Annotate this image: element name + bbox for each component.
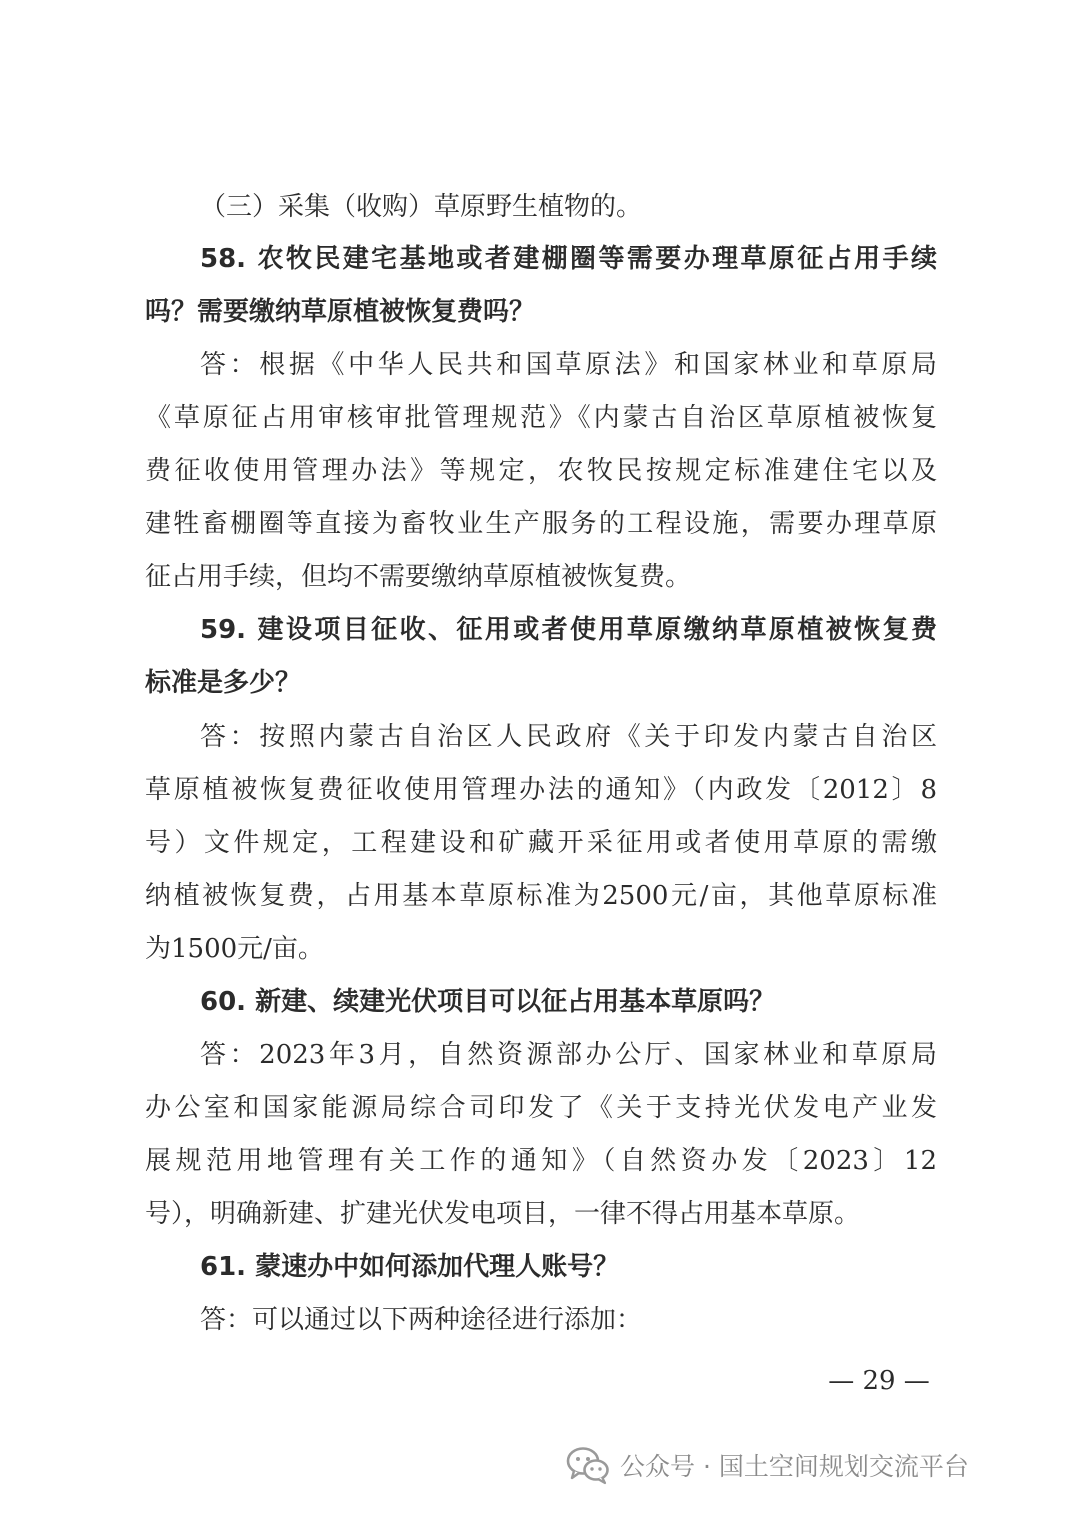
answer-line: 号）文件规定，工程建设和矿藏开采征用或者使用草原的需缴	[145, 828, 937, 858]
answer-line: 征占用手续，但均不需要缴纳草原植被恢复费。	[145, 562, 692, 592]
answer-line: 建牲畜棚圈等直接为畜牧业生产服务的工程设施，需要办理草原	[145, 509, 937, 539]
watermark-text: 公众号 · 国土空间规划交流平台	[620, 1452, 969, 1481]
answer-line: 为1500元/亩。	[145, 934, 324, 964]
watermark	[566, 1440, 969, 1490]
page-number: — 29 —	[828, 1366, 930, 1396]
wechat-icon	[566, 1445, 610, 1485]
answer-line: 答：可以通过以下两种途径进行添加：	[200, 1305, 643, 1335]
text-line: （三）采集（收购）草原野生植物的。	[200, 192, 643, 222]
answer-line: 费征收使用管理办法》等规定，农牧民按规定标准建住宅以及	[145, 456, 937, 486]
question-line: 吗？需要缴纳草原植被恢复费吗？	[145, 297, 536, 327]
answer-line: 展规范用地管理有关工作的通知》（自然资办发〔2023〕12	[145, 1146, 937, 1176]
question-line: 60. 新建、续建光伏项目可以征占用基本草原吗？	[200, 987, 776, 1017]
question-line: 58. 农牧民建宅基地或者建棚圈等需要办理草原征占用手续	[200, 244, 937, 274]
answer-line: 办公室和国家能源局综合司印发了《关于支持光伏发电产业发	[145, 1093, 937, 1123]
answer-line: 答：根据《中华人民共和国草原法》和国家林业和草原局	[200, 350, 937, 380]
answer-line: 纳植被恢复费，占用基本草原标准为2500元/亩，其他草原标准	[145, 881, 937, 911]
answer-line: 号），明确新建、扩建光伏发电项目，一律不得占用基本草原。	[145, 1199, 861, 1229]
question-line: 61. 蒙速办中如何添加代理人账号？	[200, 1252, 620, 1282]
question-line: 59. 建设项目征收、征用或者使用草原缴纳草原植被恢复费	[200, 615, 937, 645]
answer-line: 答：按照内蒙古自治区人民政府《关于印发内蒙古自治区	[200, 722, 937, 752]
answer-line: 草原植被恢复费征收使用管理办法的通知》（内政发〔2012〕8	[145, 775, 937, 805]
answer-line: 《草原征占用审核审批管理规范》《内蒙古自治区草原植被恢复	[145, 403, 937, 433]
answer-line: 答：2023年3月，自然资源部办公厅、国家林业和草原局	[200, 1040, 937, 1070]
question-line: 标准是多少？	[145, 668, 302, 698]
